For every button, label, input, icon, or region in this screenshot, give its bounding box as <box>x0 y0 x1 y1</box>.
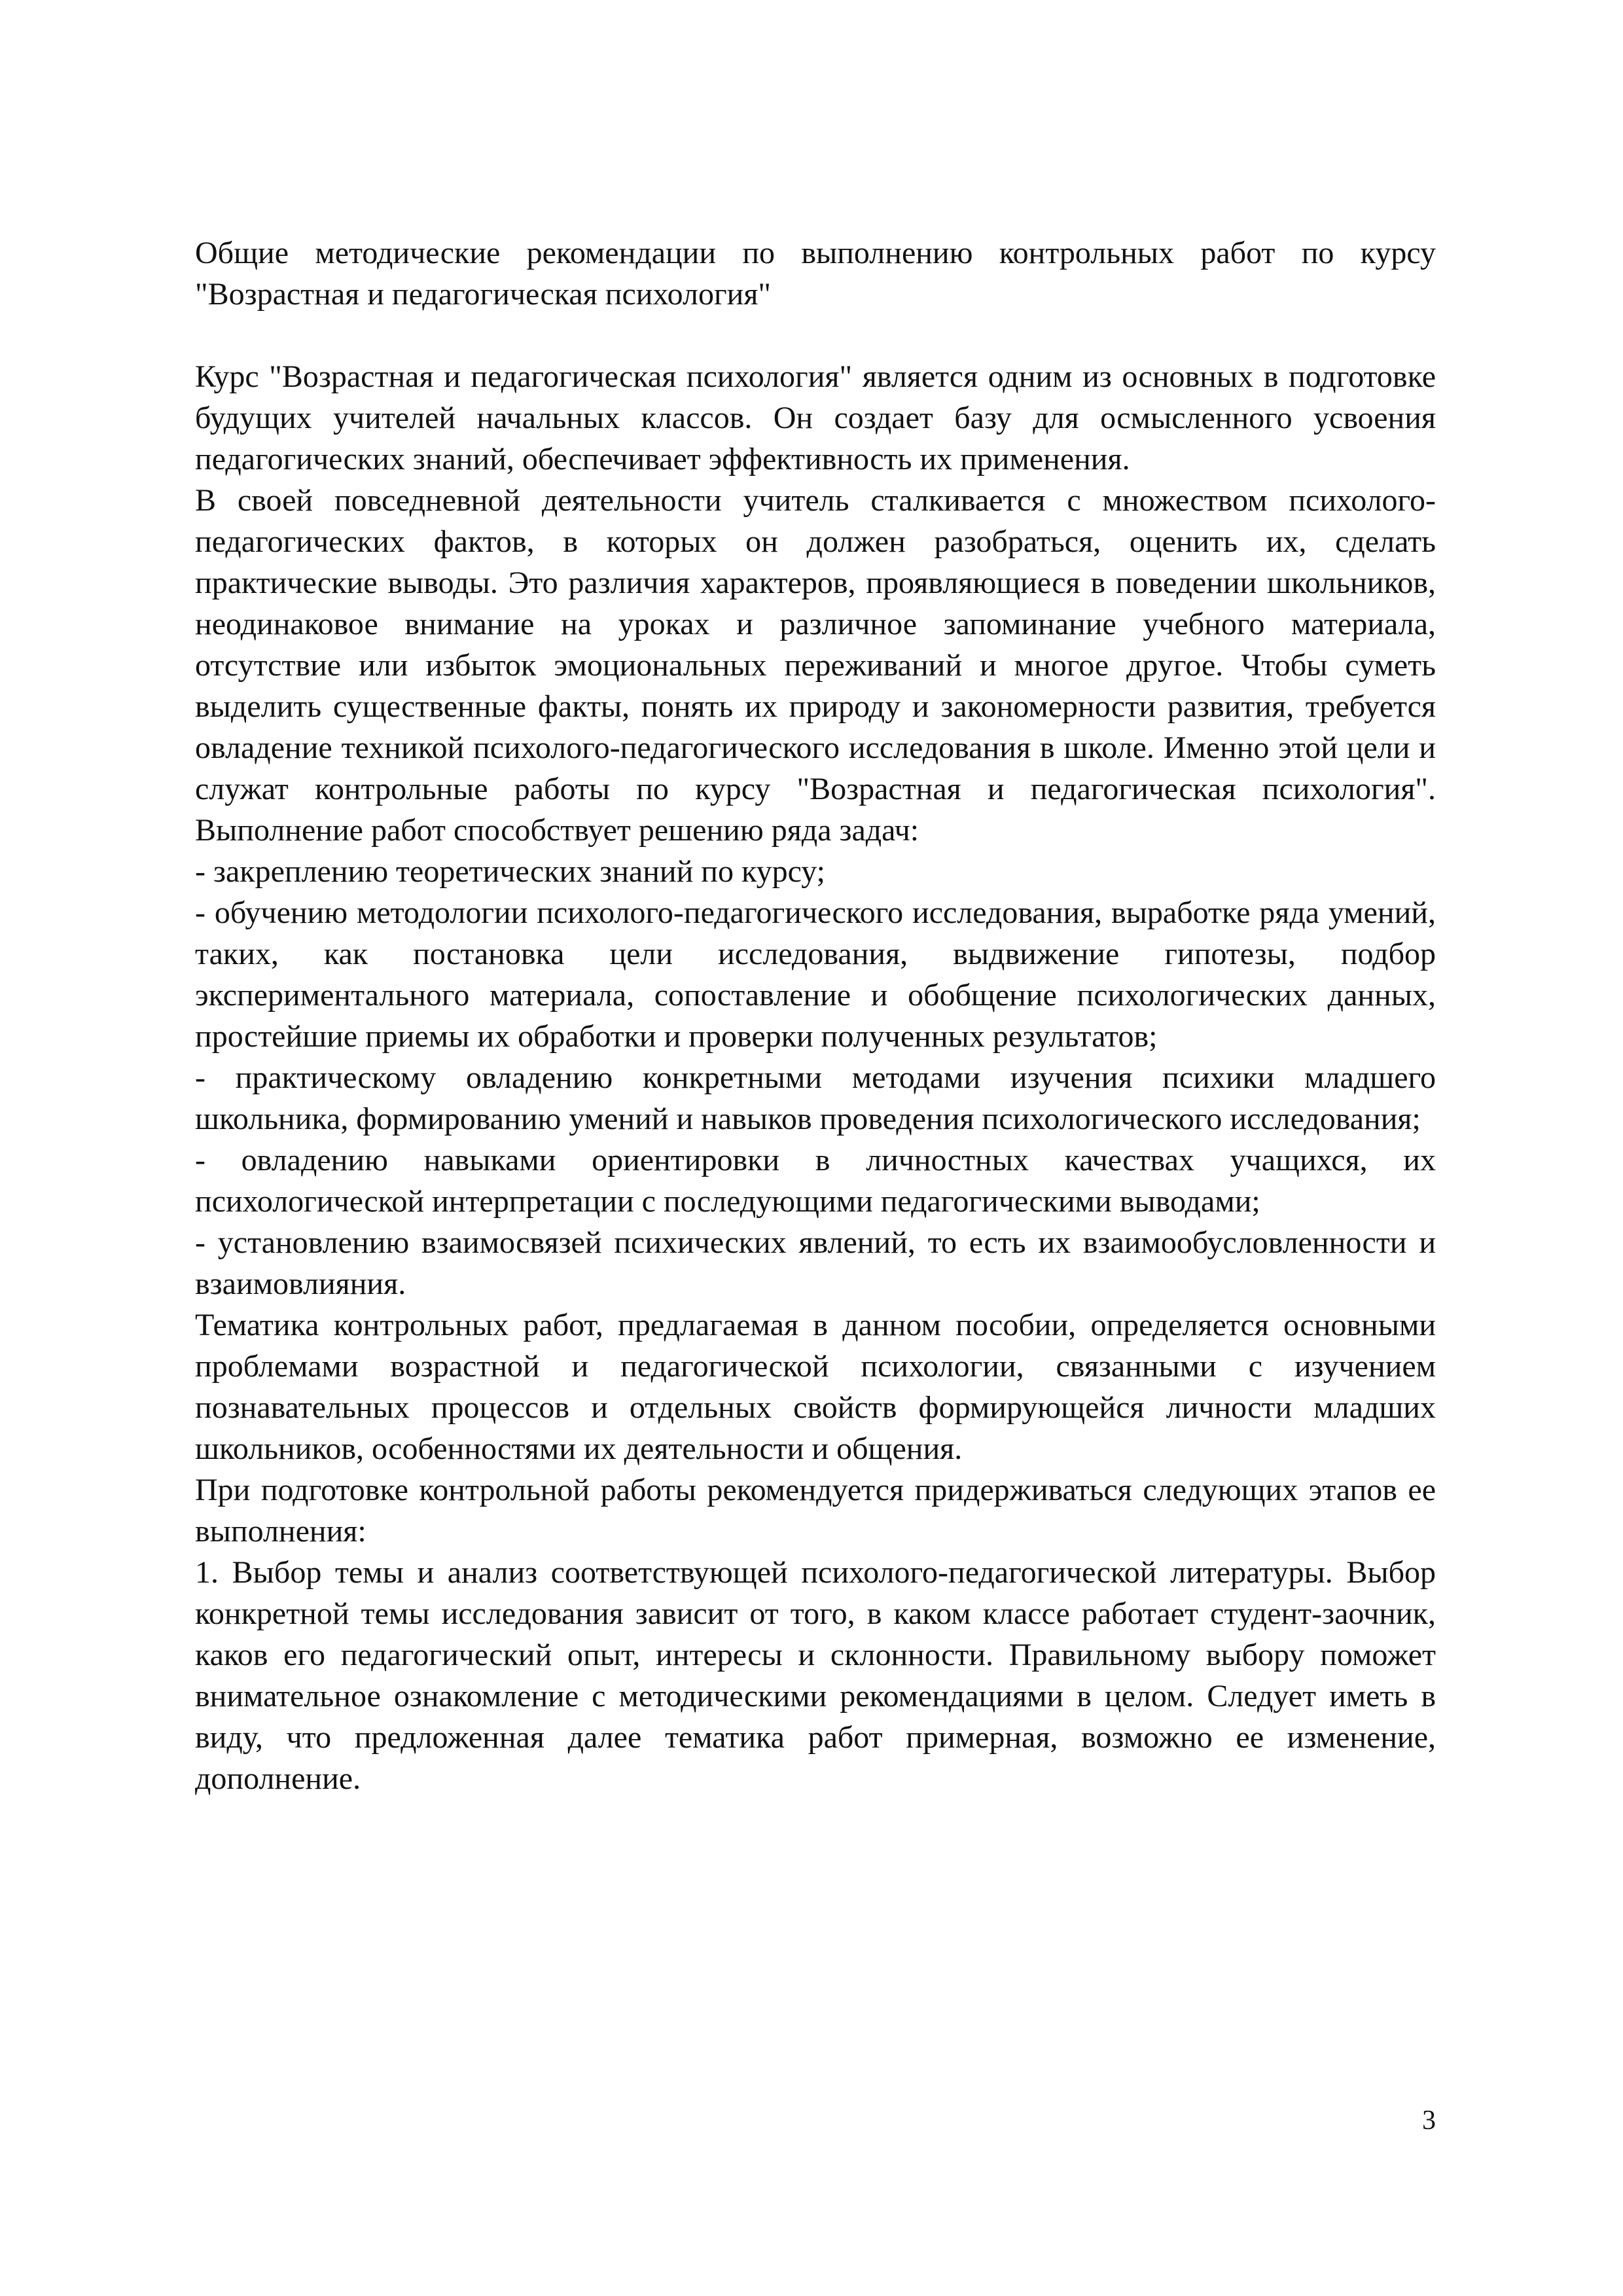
list-item-practical-methods: - практическому овладению конкретными методами изучения психики младшего школьника, формированию умений и навыков проведения психологического исследования; <box>195 1060 1436 1136</box>
paragraph-teacher-activity: В своей повседневной деятельности учитель сталкивается с множеством психолого-педагогических фактов, в которых он должен разобраться, оценить их, сделать практические выводы. Это различия характеров, проявляющиеся в поведении школьников, неодинаковое внимание на уроках и различное запоминание учебного материала, отсутствие или избыток эмоциональных переживаний и многое другое. Чтобы суметь выделить существенные факты, понять их природу и закономерности развития, требуется овладение техникой психолого-педагогического исследования в школе. Именно этой цели и служат контрольные работы по курсу "Возрастная и педагогическая психология". Выполнение работ способствует решению ряда задач: <box>195 483 1436 848</box>
page-body <box>195 232 1436 1799</box>
list-item-methodology: - обучению методологии психолого-педагогического исследования, выработке ряда умений, таких, как постановка цели исследования, выдвижение гипотезы, подбор экспериментального материала, сопоставление и обобщение психологических данных, простейшие приемы их обработки и проверки полученных результатов; <box>195 895 1436 1054</box>
list-item-orientation: - овладению навыками ориентировки в личностных качествах учащихся, их психологической интерпретации с последующими педагогическими выводами; <box>195 1143 1436 1219</box>
section-heading: Общие методические рекомендации по выполнению контрольных работ по курсу "Возрастная и педагогическая психология" <box>195 236 1436 312</box>
paragraph-course-intro: Курс "Возрастная и педагогическая психология" является одним из основных в подготовке будущих учителей начальных классов. Он создает базу для осмысленного усвоения педагогических знаний, обеспечивает эффективность их применения. <box>195 359 1436 476</box>
page-number: 3 <box>1422 2106 1436 2136</box>
list-item-interrelations: - установлению взаимосвязей психических явлений, то есть их взаимообусловленности и взаимовлияния. <box>195 1225 1436 1301</box>
paragraph-stages-intro: При подготовке контрольной работы рекомендуется придерживаться следующих этапов ее выполнения: <box>195 1473 1436 1549</box>
paragraph-topics: Тематика контрольных работ, предлагаемая в данном пособии, определяется основными проблемами возрастной и педагогической психологии, связанными с изучением познавательных процессов и отдельных свойств формирующейся личности младших школьников, особенностями их деятельности и общения. <box>195 1308 1436 1466</box>
list-item-theory: - закреплению теоретических знаний по курсу; <box>195 854 825 889</box>
paragraph-stage-one: 1. Выбор темы и анализ соответствующей психолого-педагогической литературы. Выбор конкретной темы исследования зависит от того, в каком классе работает студент-заочник, каков его педагогический опыт, интересы и склонности. Правильному выбору поможет внимательное ознакомление с методическими рекомендациями в целом. Следует иметь в виду, что предложенная далее тематика работ примерная, возможно ее изменение, дополнение. <box>195 1555 1436 1796</box>
